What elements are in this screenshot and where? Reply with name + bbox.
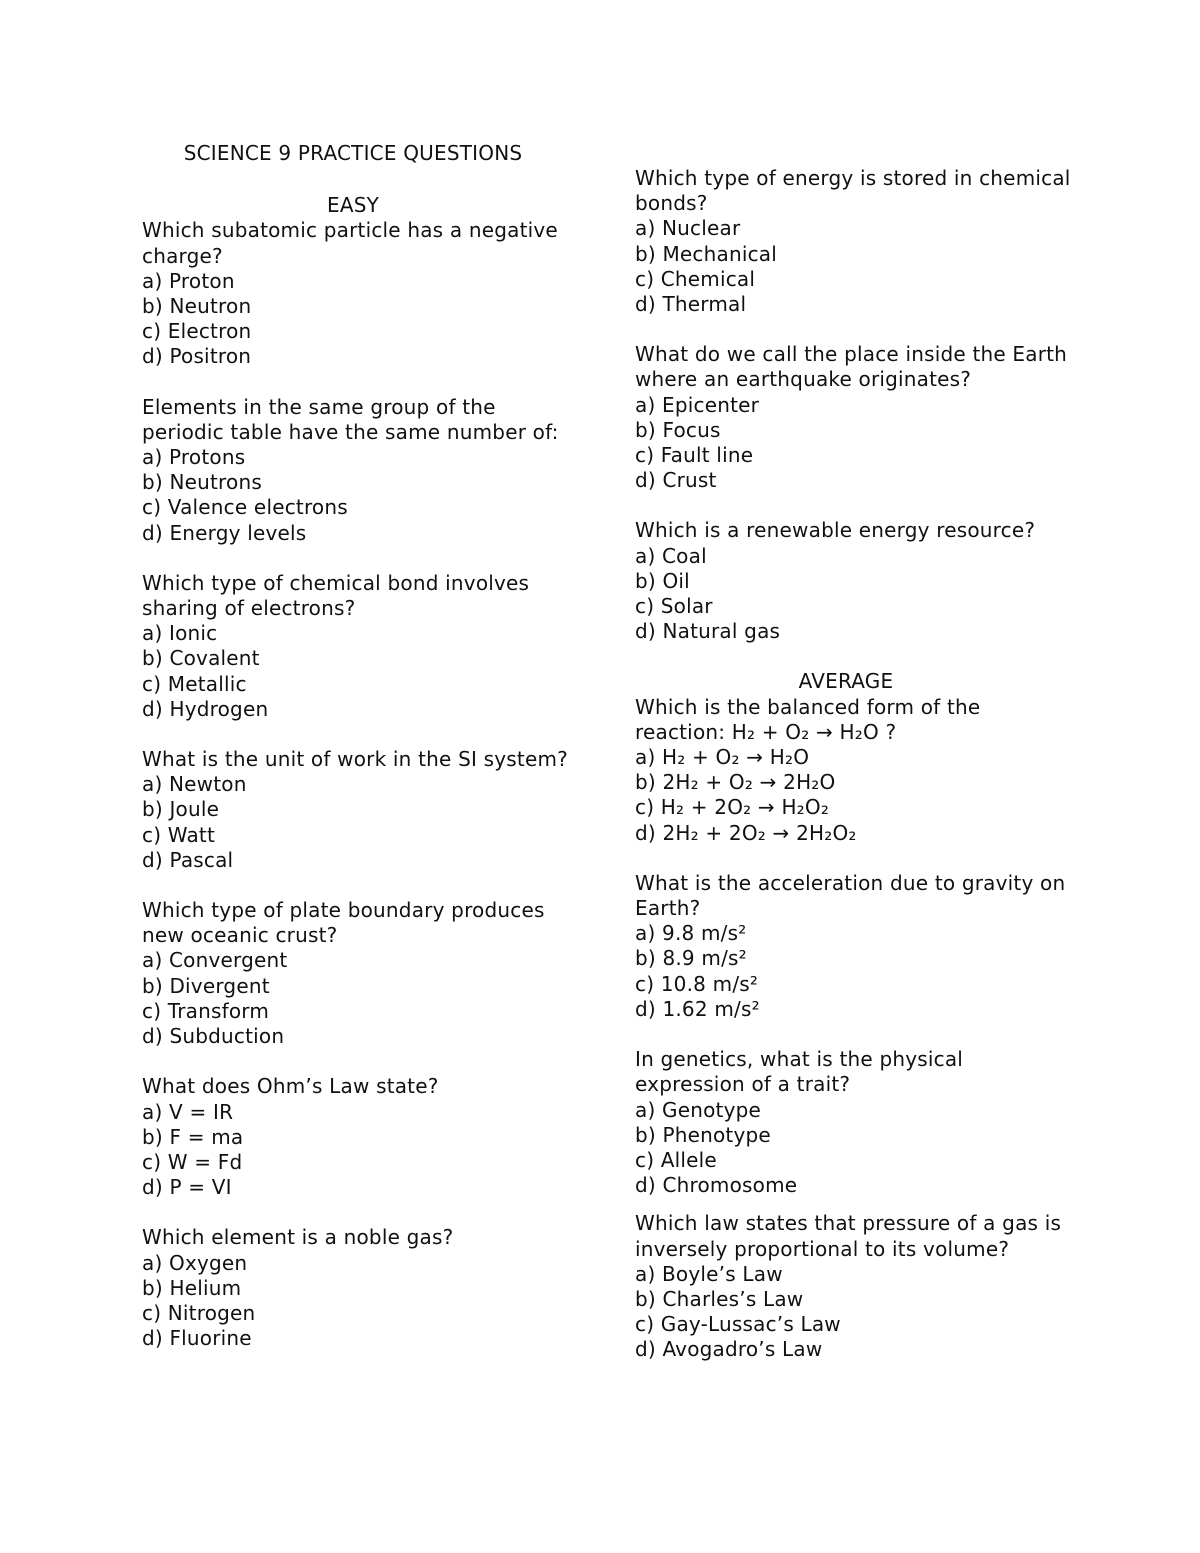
answer-option: a) Coal <box>635 543 707 568</box>
answer-option: d) P = VI <box>142 1175 232 1200</box>
answer-option: b) Oil <box>635 568 690 593</box>
answer-option: b) F = ma <box>142 1124 244 1149</box>
answer-option: a) 9.8 m/s² <box>635 921 747 946</box>
answer-option: d) Thermal <box>635 292 747 317</box>
answer-option: b) Focus <box>635 417 721 442</box>
question-block <box>635 1047 1075 1198</box>
question-block <box>142 395 572 546</box>
question-block <box>635 342 1075 493</box>
left-column <box>142 141 572 1376</box>
question-block <box>142 218 572 369</box>
answer-option: a) Oxygen <box>142 1250 248 1275</box>
question-block <box>635 871 1075 1022</box>
question-block <box>142 571 572 722</box>
answer-option: b) Neutron <box>142 294 252 319</box>
answer-option: b) Phenotype <box>635 1122 771 1147</box>
answer-option: a) Genotype <box>635 1097 762 1122</box>
answer-option: c) Gay-Lussac’s Law <box>635 1312 841 1337</box>
answer-option: c) 10.8 m/s² <box>635 971 759 996</box>
question-block <box>142 1225 572 1351</box>
answer-option: d) Crust <box>635 468 717 493</box>
answer-option: d) Positron <box>142 344 252 369</box>
answer-option: c) Fault line <box>635 443 754 468</box>
answer-option: a) Protons <box>142 445 246 470</box>
answer-option: d) Avogadro’s Law <box>635 1337 823 1362</box>
answer-option: c) Transform <box>142 998 270 1023</box>
question-text: Which is a renewable energy resource? <box>635 518 1036 543</box>
answer-option: b) 2H₂ + O₂ → 2H₂O <box>635 770 836 795</box>
answer-option: a) Newton <box>142 772 247 797</box>
answer-option: a) H₂ + O₂ → H₂O <box>635 745 810 770</box>
answer-option: c) W = Fd <box>142 1149 243 1174</box>
answer-option: d) Chromosome <box>635 1173 798 1198</box>
answer-option: a) V = IR <box>142 1099 234 1124</box>
answer-option: d) 2H₂ + 2O₂ → 2H₂O₂ <box>635 820 857 845</box>
question-text: Elements in the same group of the periodic table have the same number of: <box>142 394 559 444</box>
answer-option: b) 8.9 m/s² <box>635 946 747 971</box>
question-block <box>142 898 572 1049</box>
answer-option: b) Neutrons <box>142 470 262 495</box>
answer-option: c) Solar <box>635 594 713 619</box>
answer-option: b) Helium <box>142 1275 242 1300</box>
answer-option: a) Convergent <box>142 948 288 973</box>
answer-option: a) Nuclear <box>635 216 741 241</box>
question-text: Which type of energy is stored in chemical bonds? <box>635 166 1071 216</box>
answer-option: c) Valence electrons <box>142 495 348 520</box>
question-text: Which is the balanced form of the reaction: H₂ + O₂ → H₂O ? <box>635 694 981 744</box>
question-block <box>142 1074 572 1200</box>
answer-option: d) Hydrogen <box>142 696 269 721</box>
question-text: What is the unit of work in the SI system? <box>142 747 568 772</box>
answer-option: c) Metallic <box>142 671 247 696</box>
average-heading: AVERAGE <box>798 669 894 694</box>
answer-option: a) Epicenter <box>635 392 760 417</box>
answer-option: b) Divergent <box>142 973 270 998</box>
answer-option: d) Fluorine <box>142 1326 252 1351</box>
question-text: In genetics, what is the physical expression of a trait? <box>635 1047 964 1097</box>
answer-option: c) Chemical <box>635 266 756 291</box>
answer-option: a) Ionic <box>142 621 218 646</box>
answer-option: d) Natural gas <box>635 619 781 644</box>
answer-option: a) Boyle’s Law <box>635 1261 783 1286</box>
answer-option: c) Electron <box>142 319 252 344</box>
question-text: What do we call the place inside the Earth where an earthquake originates? <box>635 342 1068 392</box>
question-text: Which type of plate boundary produces new oceanic crust? <box>142 898 545 948</box>
answer-option: c) H₂ + 2O₂ → H₂O₂ <box>635 795 830 820</box>
question-text: What does Ohm’s Law state? <box>142 1074 439 1099</box>
answer-option: d) Energy levels <box>142 520 307 545</box>
question-text: What is the acceleration due to gravity on Earth? <box>635 870 1066 921</box>
answer-option: d) Pascal <box>142 847 234 872</box>
question-text: Which law states that pressure of a gas is inversely proportional to its volume? <box>635 1211 1062 1261</box>
answer-option: d) 1.62 m/s² <box>635 996 760 1021</box>
question-text: Which element is a noble gas? <box>142 1225 454 1250</box>
answer-option: b) Charles’s Law <box>635 1286 804 1311</box>
question-text: Which subatomic particle has a negative charge? <box>142 218 558 268</box>
page-title: SCIENCE 9 PRACTICE QUESTIONS <box>183 141 523 165</box>
right-column <box>635 166 1075 1388</box>
question-block <box>635 695 1075 846</box>
question-text: Which type of chemical bond involves sharing of electrons? <box>142 570 530 621</box>
question-block <box>142 747 572 873</box>
question-block <box>635 166 1075 317</box>
question-block <box>635 518 1075 644</box>
answer-option: c) Nitrogen <box>142 1300 256 1325</box>
answer-option: b) Joule <box>142 797 220 822</box>
answer-option: d) Subduction <box>142 1024 285 1049</box>
answer-option: b) Mechanical <box>635 241 777 266</box>
answer-option: c) Watt <box>142 822 215 847</box>
answer-option: b) Covalent <box>142 646 260 671</box>
easy-heading: EASY <box>326 193 380 218</box>
answer-option: c) Allele <box>635 1147 717 1172</box>
question-block <box>635 1211 1075 1362</box>
answer-option: a) Proton <box>142 268 235 293</box>
